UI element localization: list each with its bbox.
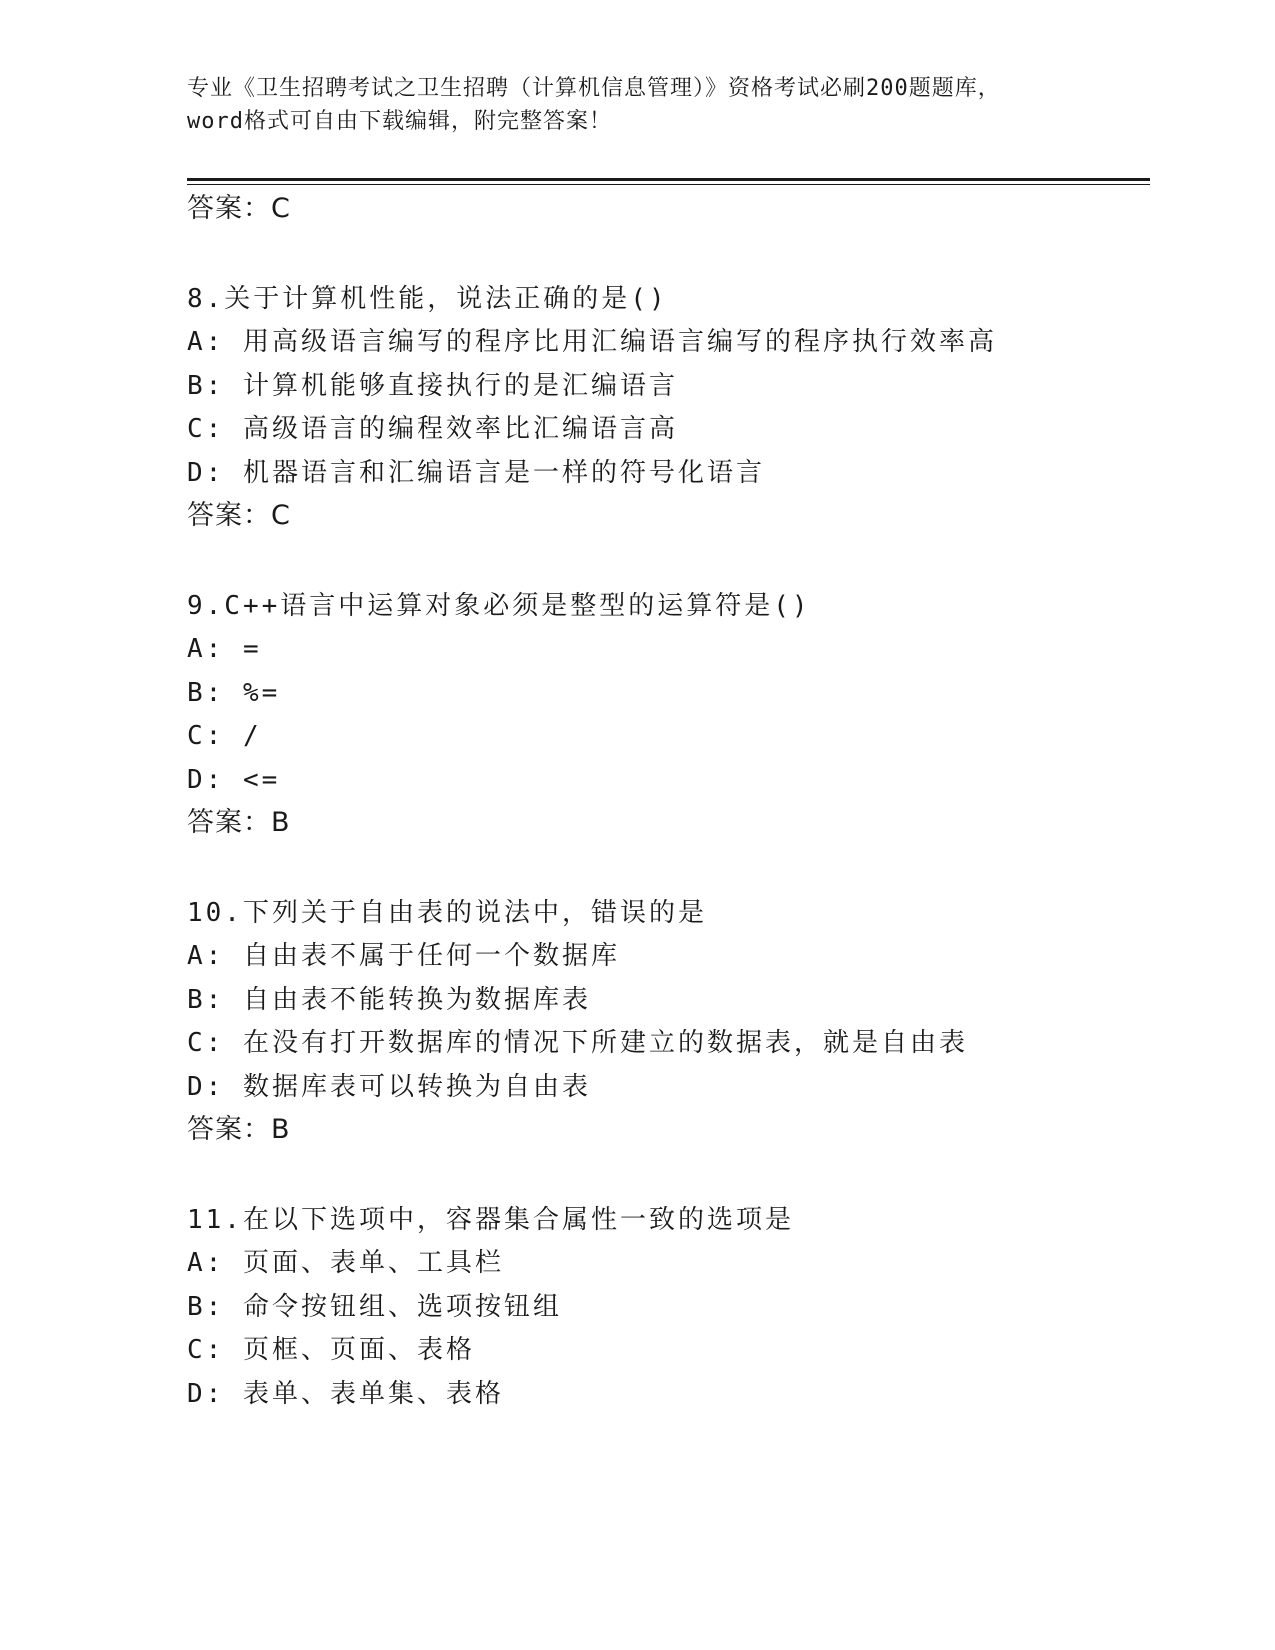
question-10-option-d: D: 数据库表可以转换为自由表 <box>187 1072 591 1102</box>
question-10-answer: 答案：B <box>187 1114 291 1145</box>
document-header <box>187 72 1087 138</box>
header-divider-thin <box>187 184 1150 185</box>
question-8-option-c: C: 高级语言的编程效率比汇编语言高 <box>187 414 678 444</box>
question-9-answer: 答案：B <box>187 807 291 838</box>
question-8-answer: 答案：C <box>187 500 291 531</box>
question-9-stem: 9.C++语言中运算对象必须是整型的运算符是() <box>187 591 811 621</box>
header-divider-thick <box>187 178 1150 181</box>
question-10-stem: 10.下列关于自由表的说法中，错误的是 <box>187 898 707 928</box>
answer-line: 答案：C <box>187 193 291 224</box>
question-9-option-a: A: = <box>187 634 262 664</box>
question-8-option-d: D: 机器语言和汇编语言是一样的符号化语言 <box>187 458 765 488</box>
question-11-option-c: C: 页框、页面、表格 <box>187 1335 475 1365</box>
question-11-stem: 11.在以下选项中，容器集合属性一致的选项是 <box>187 1205 794 1235</box>
header-line-1: 专业《卫生招聘考试之卫生招聘（计算机信息管理）》资格考试必刷200题题库， <box>187 76 1001 101</box>
question-8-stem: 8.关于计算机性能，说法正确的是() <box>187 284 668 314</box>
question-11-option-a: A: 页面、表单、工具栏 <box>187 1248 504 1278</box>
question-8-option-a: A: 用高级语言编写的程序比用汇编语言编写的程序执行效率高 <box>187 327 997 357</box>
question-9-option-c: C: / <box>187 721 262 751</box>
question-10-option-c: C: 在没有打开数据库的情况下所建立的数据表，就是自由表 <box>187 1028 968 1058</box>
question-10-option-b: B: 自由表不能转换为数据库表 <box>187 985 591 1015</box>
question-9-option-d: D: <= <box>187 765 281 795</box>
question-8-option-b: B: 计算机能够直接执行的是汇编语言 <box>187 371 678 401</box>
header-line-2: word格式可自由下载编辑，附完整答案！ <box>187 109 612 134</box>
question-10-option-a: A: 自由表不属于任何一个数据库 <box>187 941 620 971</box>
question-11-option-b: B: 命令按钮组、选项按钮组 <box>187 1292 562 1322</box>
question-11-option-d: D: 表单、表单集、表格 <box>187 1379 504 1409</box>
question-9-option-b: B: %= <box>187 678 281 708</box>
